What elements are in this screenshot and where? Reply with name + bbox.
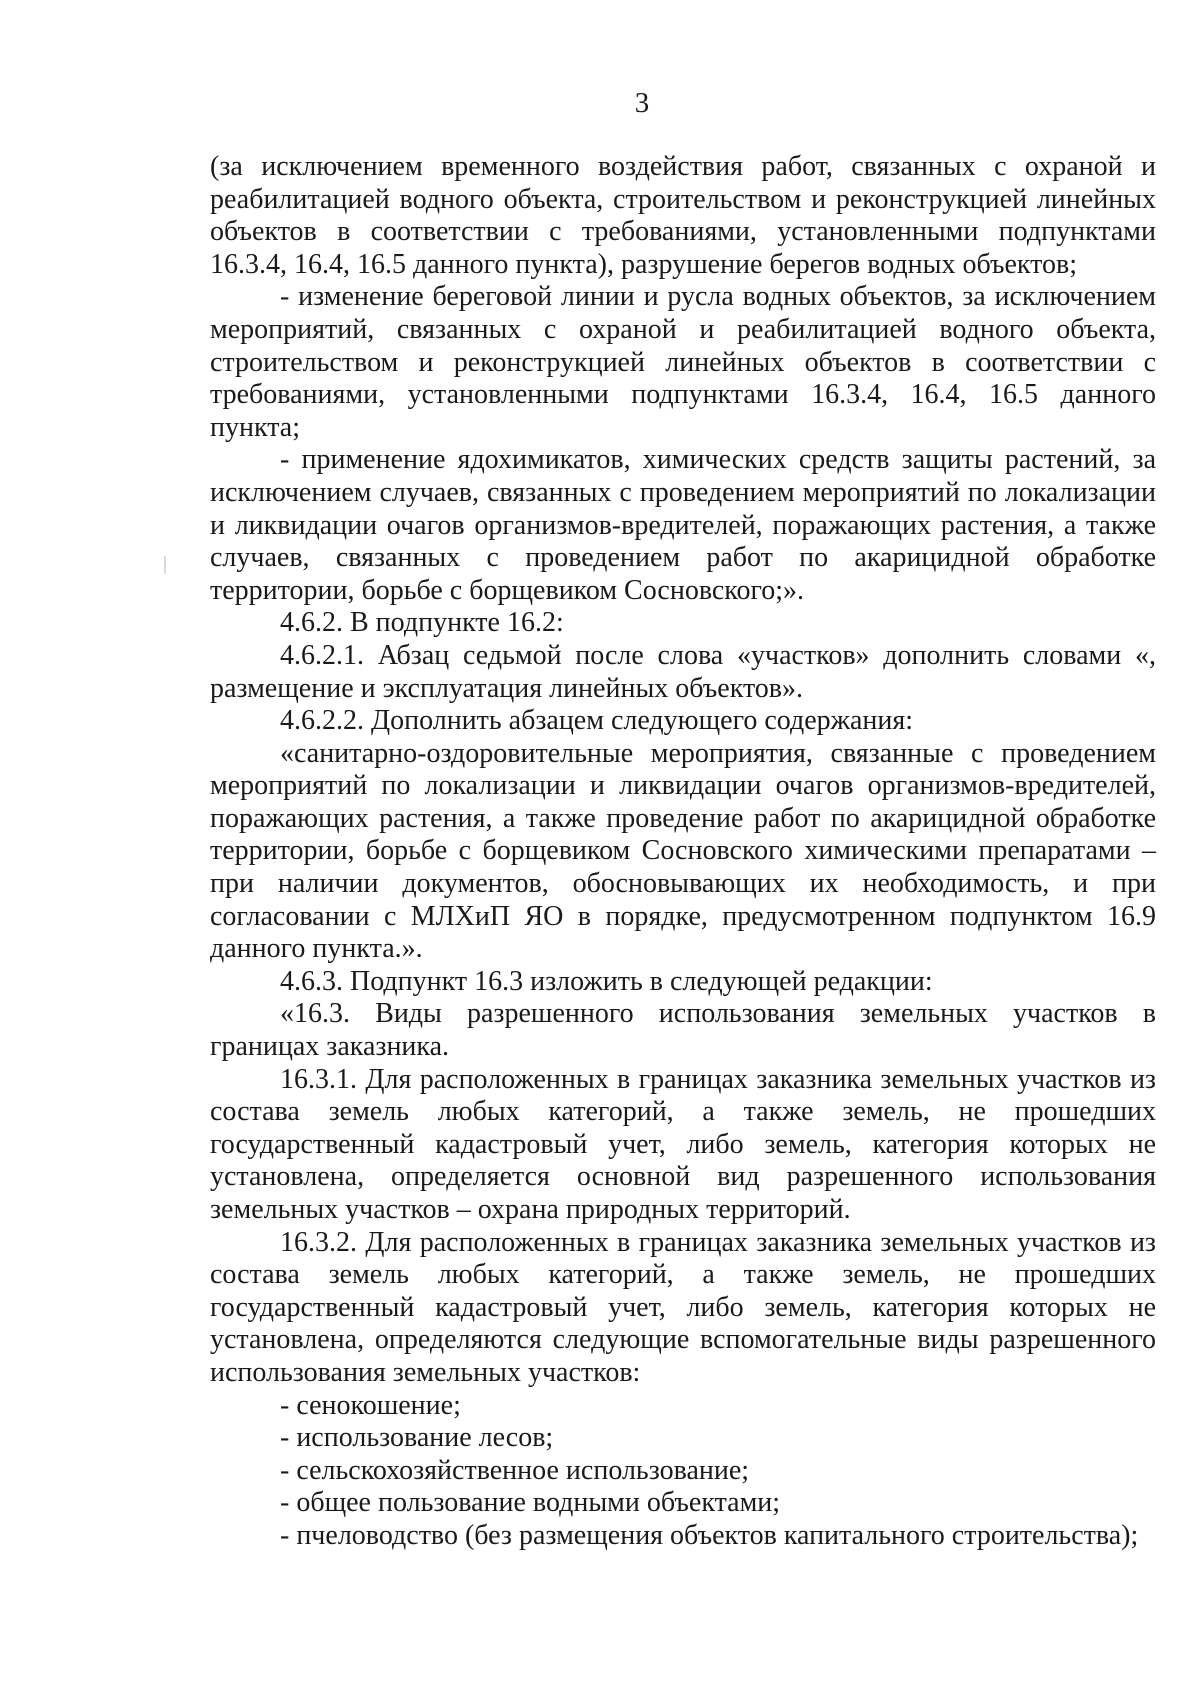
paragraph: «16.3. Виды разрешенного использования земельных участков в границах заказника. xyxy=(210,998,1156,1063)
list-item: - сенокошение; xyxy=(280,1389,461,1421)
paragraph: «санитарно-оздоровительные мероприятия, связанные с проведением мероприятий по локализации и ликвидации очагов организмов-вредителей, поражающих растения, а также проведение работ по акарицидной обработке территории, борьбе с борщевиком Сосновского химическими препаратами – при наличии документов, обосновывающих их необходимость, и при согласовании с МЛХиП ЯО в порядке, предусмотренном подпунктом 16.9 данного пункта.». xyxy=(210,737,1156,965)
list-item: - сельскохозяйственное использование; xyxy=(280,1454,750,1486)
page-number: 3 xyxy=(634,87,650,119)
paragraph: 4.6.3. Подпункт 16.3 изложить в следующей редакции: xyxy=(280,965,933,997)
list-item: - общее пользование водными объектами; xyxy=(280,1487,781,1519)
paragraph: (за исключением временного воздействия работ, связанных с охраной и реабилитацией водного объекта, строительством и реконструкцией линейных объектов в соответствии с требованиями, установленными подпунктами 16.3.4, 16.4, 16.5 данного пункта), разрушение берегов водных объектов; xyxy=(210,151,1156,280)
paragraph: 4.6.2.2. Дополнить абзацем следующего содержания: xyxy=(280,705,914,737)
list-item: - пчеловодство (без размещения объектов капитального строительства); xyxy=(280,1519,1139,1551)
paragraph: - применение ядохимикатов, химических средств защиты растений, за исключением случаев, связанных с проведением мероприятий по локализации и ликвидации очагов организмов-вредителей, поражающих растения, а также случаев, связанных с проведением работ по акарицидной обработке территории, борьбе с борщевиком Сосновского;». xyxy=(210,444,1156,606)
document-body xyxy=(210,151,1156,1553)
paragraph: 4.6.2. В подпункте 16.2: xyxy=(280,607,564,639)
list-item: - использование лесов; xyxy=(280,1422,554,1454)
paragraph: 4.6.2.1. Абзац седьмой после слова «участков» дополнить словами «, размещение и эксплуатация линейных объектов». xyxy=(210,639,1156,704)
paragraph: - изменение береговой линии и русла водных объектов, за исключением мероприятий, связанных с охраной и реабилитацией водного объекта, строительством и реконструкцией линейных объектов в соответствии с требованиями, установленными подпунктами 16.3.4, 16.4, 16.5 данного пункта; xyxy=(210,281,1156,443)
scan-artifact xyxy=(164,556,166,574)
paragraph: 16.3.2. Для расположенных в границах заказника земельных участков из состава земель любых категорий, а также земель, не прошедших государственный кадастровый учет, либо земель, категория которых не установлена, определяются следующие вспомогательные виды разрешенного использования земельных участков: xyxy=(210,1226,1156,1388)
paragraph: 16.3.1. Для расположенных в границах заказника земельных участков из состава земель любых категорий, а также земель, не прошедших государственный кадастровый учет, либо земель, категория которых не установлена, определяется основной вид разрешенного использования земельных участков – охрана природных территорий. xyxy=(210,1063,1156,1225)
